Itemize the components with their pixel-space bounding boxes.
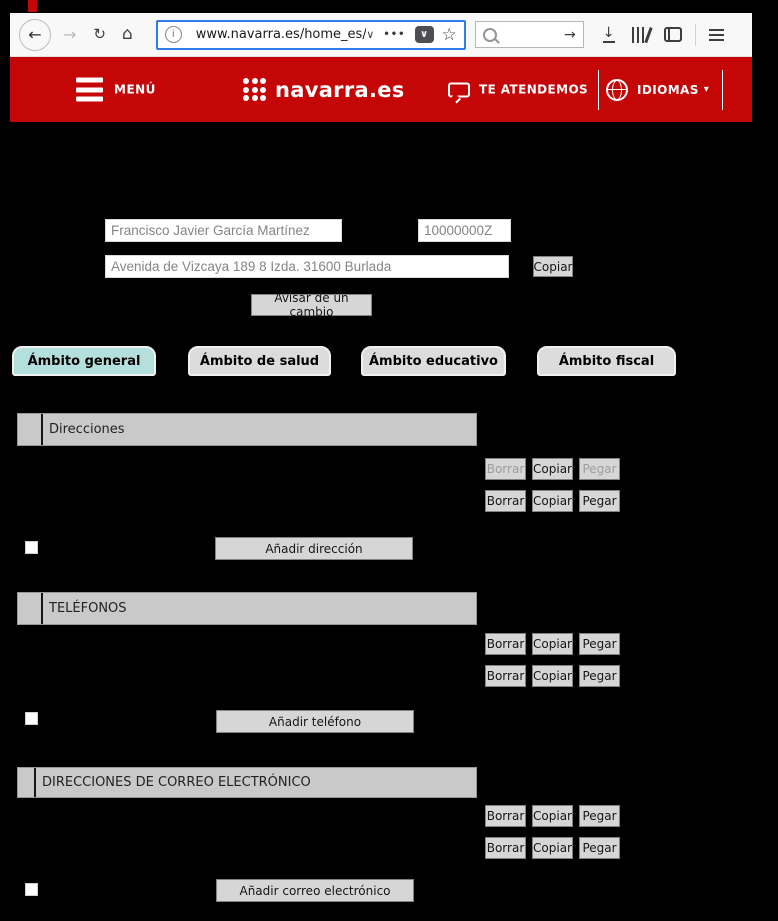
section-title: TELÉFONOS	[49, 601, 127, 616]
copiar-button[interactable]: Copiar	[532, 837, 573, 859]
hamburger-icon	[709, 29, 724, 31]
section-header-direcciones	[17, 413, 477, 446]
direcciones-checkbox[interactable]	[25, 541, 38, 554]
site-info-icon[interactable]: i	[165, 26, 182, 43]
back-icon: ←	[28, 25, 42, 44]
downloads-button[interactable]	[602, 24, 615, 43]
globe-icon	[606, 79, 628, 101]
logo-dots-icon	[243, 78, 266, 101]
home-icon: ⌂	[121, 24, 133, 44]
copiar-button[interactable]: Copiar	[532, 458, 573, 480]
copiar-button[interactable]: Copiar	[532, 805, 573, 827]
site-header	[10, 57, 752, 122]
correo-checkbox[interactable]	[25, 883, 38, 896]
pegar-button[interactable]: Pegar	[579, 805, 620, 827]
arrow-right-icon: →	[564, 26, 576, 43]
ellipsis-icon: •••	[383, 29, 406, 40]
document-id-field[interactable]	[418, 219, 511, 242]
back-button[interactable]	[19, 19, 51, 51]
section-header-telefonos	[17, 592, 477, 625]
te-atendemos-label: TE ATENDEMOS	[479, 82, 589, 97]
borrar-button[interactable]: Borrar	[485, 633, 526, 655]
header-divider	[598, 70, 599, 110]
section-header-cell	[18, 414, 43, 445]
telefonos-checkbox[interactable]	[25, 712, 38, 725]
pocket-button[interactable]	[415, 26, 434, 43]
chevron-down-icon: ∨	[366, 28, 375, 41]
pegar-button[interactable]: Pegar	[579, 665, 620, 687]
pocket-icon: ∨	[419, 29, 429, 40]
section-header-correo	[17, 767, 477, 798]
borrar-button[interactable]: Borrar	[485, 665, 526, 687]
borrar-button[interactable]: Borrar	[485, 837, 526, 859]
section-title: Direcciones	[49, 422, 125, 437]
idiomas-dropdown[interactable]	[606, 79, 709, 101]
header-divider-2	[722, 70, 723, 110]
caret-down-icon: ▾	[703, 84, 709, 95]
menu-button[interactable]	[709, 26, 724, 44]
library-icon	[632, 27, 635, 43]
menu-bars-icon	[76, 73, 103, 106]
section-header-cell	[18, 593, 43, 624]
copiar-button[interactable]: Copiar	[532, 665, 573, 687]
refresh-icon: ↻	[93, 25, 106, 43]
pegar-button[interactable]: Pegar	[579, 490, 620, 512]
site-logo[interactable]	[243, 78, 405, 102]
forward-button[interactable]	[63, 25, 76, 44]
logo-text: navarra.es	[275, 77, 405, 102]
url-bar[interactable]	[156, 20, 466, 50]
browser-toolbar	[10, 13, 752, 57]
download-icon: ↓	[602, 24, 615, 41]
copiar-button[interactable]: Copiar	[532, 490, 573, 512]
avisar-cambio-button[interactable]: Avisar de un cambio	[251, 294, 372, 316]
library-button[interactable]	[632, 27, 650, 43]
borrar-button[interactable]: Borrar	[485, 805, 526, 827]
full-name-field[interactable]	[105, 219, 342, 242]
anadir-telefono-button[interactable]: Añadir teléfono	[216, 710, 414, 733]
anadir-direccion-button[interactable]: Añadir dirección	[215, 537, 413, 560]
borrar-button[interactable]: Borrar	[485, 458, 526, 480]
te-atendemos-button[interactable]	[448, 82, 588, 97]
refresh-button[interactable]	[93, 27, 106, 42]
address-field[interactable]	[105, 255, 509, 278]
tab-ambito-fiscal[interactable]: Ámbito fiscal	[537, 346, 676, 376]
page-actions-button[interactable]	[383, 29, 405, 40]
borrar-button[interactable]: Borrar	[485, 490, 526, 512]
pegar-button[interactable]: Pegar	[579, 633, 620, 655]
url-text[interactable]: www.navarra.es/home_es/	[195, 27, 367, 42]
copiar-button[interactable]: Copiar	[532, 633, 573, 655]
url-dropdown-button[interactable]	[366, 28, 374, 41]
copiar-address-button[interactable]: Copiar	[533, 256, 573, 277]
idiomas-label: IDIOMAS	[637, 82, 699, 97]
browser-tab-fragment	[28, 0, 37, 12]
site-menu-label: MENÚ	[114, 82, 156, 97]
section-title: DIRECCIONES DE CORREO ELECTRÓNICO	[42, 775, 311, 790]
search-icon	[483, 28, 497, 42]
section-header-cell	[18, 768, 36, 797]
anadir-correo-button[interactable]: Añadir correo electrónico	[216, 879, 414, 902]
search-bar[interactable]	[475, 21, 584, 48]
site-menu-button[interactable]	[76, 73, 156, 106]
home-button[interactable]	[122, 26, 133, 43]
forward-icon: →	[63, 25, 77, 44]
pegar-button[interactable]: Pegar	[579, 837, 620, 859]
pegar-button[interactable]: Pegar	[579, 458, 620, 480]
tab-ambito-educativo[interactable]: Ámbito educativo	[361, 346, 506, 376]
star-icon: ☆	[441, 24, 457, 45]
toolbar-divider	[695, 24, 696, 46]
bookmark-button[interactable]	[442, 25, 457, 45]
search-go-button[interactable]	[564, 27, 576, 43]
sidebar-toggle-button[interactable]	[664, 27, 682, 42]
tab-ambito-general[interactable]: Ámbito general	[12, 346, 156, 376]
tab-ambito-de-salud[interactable]: Ámbito de salud	[188, 346, 331, 376]
speech-bubble-icon	[448, 82, 470, 97]
search-input[interactable]	[497, 27, 564, 43]
